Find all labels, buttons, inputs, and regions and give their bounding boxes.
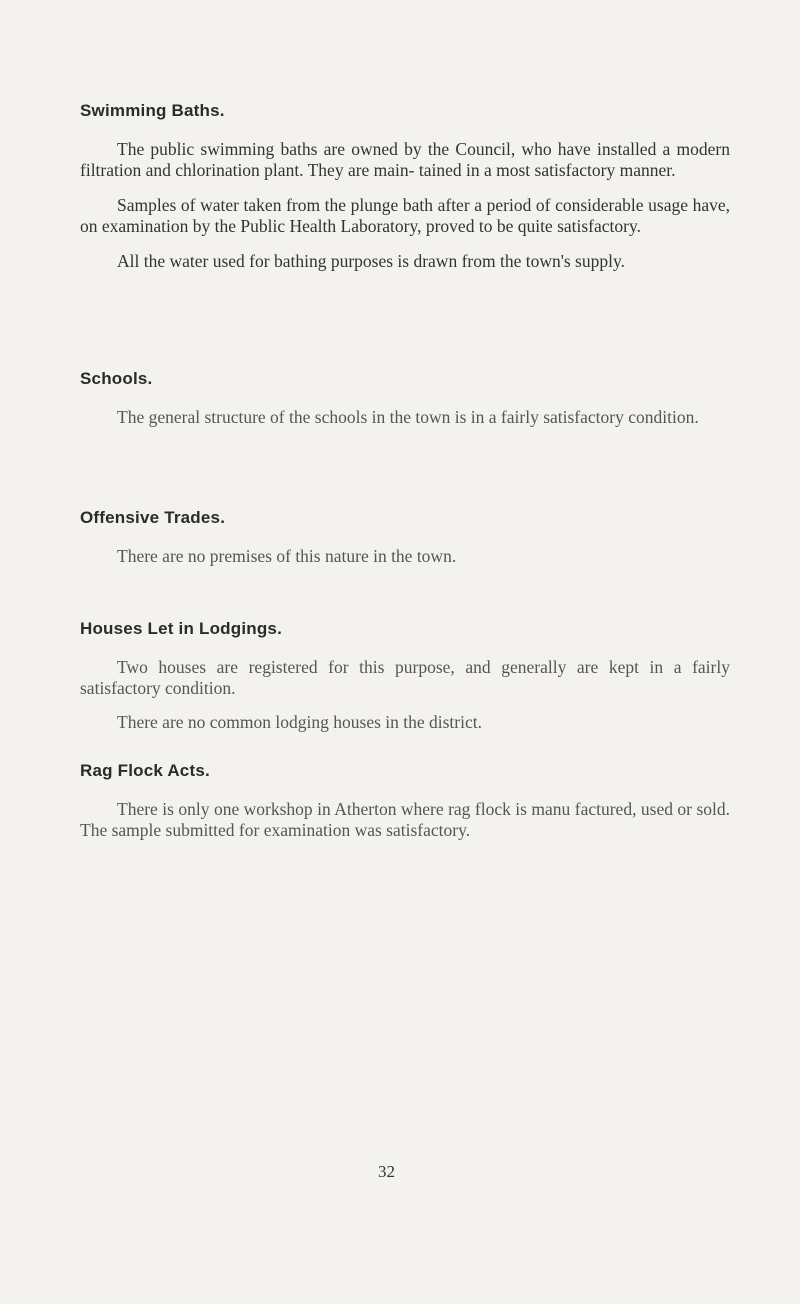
paragraph-swimming-3: All the water used for bathing purposes is drawn from the town's supply. xyxy=(117,251,625,271)
paragraph-swimming-1: The public swimming baths are owned by the Council, who have installed a modern filtration and chlorination plant. They are main- tained in a most satisfactory manner. xyxy=(80,139,730,180)
section-schools xyxy=(80,368,730,428)
section-heading-rag-flock-acts: Rag Flock Acts. xyxy=(80,761,210,780)
section-heading-swimming-baths: Swimming Baths. xyxy=(80,101,225,120)
section-swimming-baths xyxy=(80,100,730,272)
section-heading-houses-let-in-lodgings: Houses Let in Lodgings. xyxy=(80,619,282,638)
section-houses-let-in-lodgings xyxy=(80,618,730,733)
paragraph-houses-2: There are no common lodging houses in the district. xyxy=(117,712,482,732)
paragraph-offensive-trades-1: There are no premises of this nature in the town. xyxy=(117,546,457,566)
paragraph-schools-1: The general structure of the schools in the town is in a fairly satisfactory condition. xyxy=(117,407,699,427)
page-number: 32 xyxy=(378,1162,395,1181)
paragraph-rag-flock-1: There is only one workshop in Atherton where rag flock is manu factured, used or sold. The sample submitted for examination was satisfactory. xyxy=(80,799,730,840)
section-offensive-trades xyxy=(80,507,730,567)
section-heading-offensive-trades: Offensive Trades. xyxy=(80,508,226,527)
section-heading-schools: Schools. xyxy=(80,369,153,388)
paragraph-swimming-2: Samples of water taken from the plunge bath after a period of considerable usage have, on examination by the Public Health Laboratory, proved to be quite satisfactory. xyxy=(80,195,730,236)
paragraph-houses-1: Two houses are registered for this purpose, and generally are kept in a fairly satisfactory condition. xyxy=(80,657,730,698)
section-rag-flock-acts xyxy=(80,760,730,841)
